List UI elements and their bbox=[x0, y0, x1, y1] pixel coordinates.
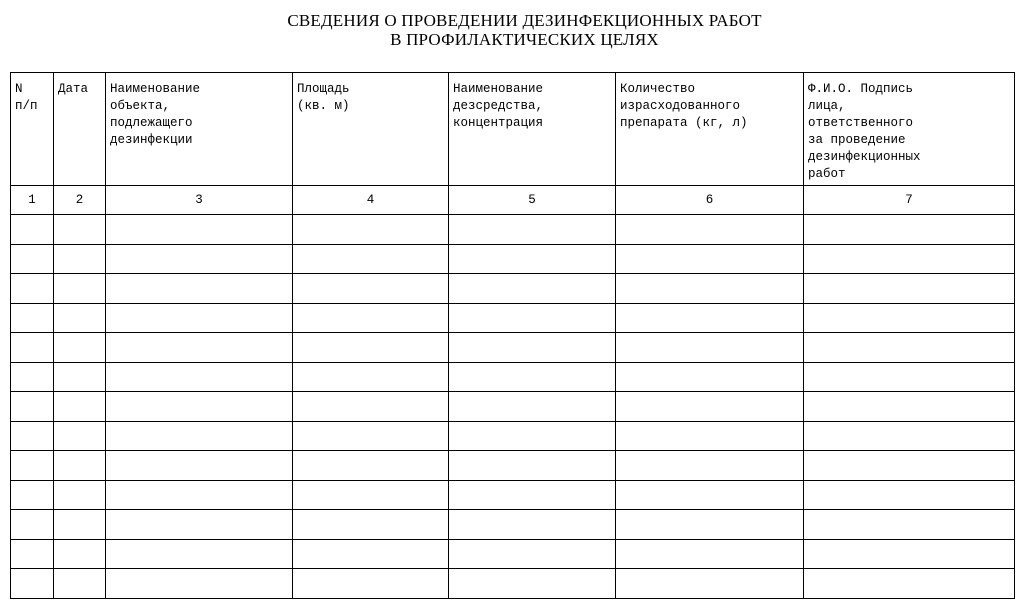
empty-cell bbox=[106, 274, 293, 304]
empty-cell bbox=[616, 362, 804, 392]
empty-cell bbox=[11, 480, 54, 510]
empty-cell bbox=[54, 510, 106, 540]
empty-cell bbox=[54, 421, 106, 451]
empty-table-row bbox=[11, 333, 1015, 363]
empty-cell bbox=[106, 510, 293, 540]
empty-cell bbox=[804, 333, 1015, 363]
column-number: 6 bbox=[616, 186, 804, 215]
column-number-row bbox=[11, 186, 1015, 215]
header-cell-date: Дата bbox=[54, 73, 106, 186]
empty-cell bbox=[449, 421, 616, 451]
empty-cell bbox=[106, 244, 293, 274]
empty-cell bbox=[293, 333, 449, 363]
empty-cell bbox=[293, 480, 449, 510]
empty-cell bbox=[449, 392, 616, 422]
empty-cell bbox=[106, 215, 293, 245]
disinfection-log-table bbox=[10, 72, 1015, 599]
empty-cell bbox=[106, 362, 293, 392]
empty-cell bbox=[616, 392, 804, 422]
empty-cell bbox=[449, 510, 616, 540]
empty-cell bbox=[804, 569, 1015, 599]
empty-table-row bbox=[11, 510, 1015, 540]
empty-cell bbox=[804, 510, 1015, 540]
empty-cell bbox=[804, 362, 1015, 392]
empty-cell bbox=[293, 274, 449, 304]
title-line-2: В ПРОФИЛАКТИЧЕСКИХ ЦЕЛЯХ bbox=[390, 30, 659, 49]
empty-cell bbox=[11, 215, 54, 245]
empty-table-row bbox=[11, 480, 1015, 510]
empty-table-row bbox=[11, 244, 1015, 274]
empty-table-row bbox=[11, 303, 1015, 333]
header-cell-disinfectant: Наименование дезсредства, концентрация bbox=[449, 73, 616, 186]
empty-cell bbox=[616, 215, 804, 245]
empty-cell bbox=[804, 215, 1015, 245]
empty-cell bbox=[449, 480, 616, 510]
empty-cell bbox=[293, 510, 449, 540]
empty-cell bbox=[293, 215, 449, 245]
empty-cell bbox=[449, 362, 616, 392]
document-title bbox=[0, 11, 1029, 49]
empty-cell bbox=[616, 274, 804, 304]
empty-cell bbox=[449, 274, 616, 304]
empty-cell bbox=[293, 569, 449, 599]
column-number: 5 bbox=[449, 186, 616, 215]
empty-cell bbox=[616, 510, 804, 540]
empty-cell bbox=[804, 303, 1015, 333]
empty-cell bbox=[616, 480, 804, 510]
empty-cell bbox=[449, 303, 616, 333]
empty-cell bbox=[11, 244, 54, 274]
empty-table-row bbox=[11, 421, 1015, 451]
empty-cell bbox=[106, 569, 293, 599]
header-cell-responsible: Ф.И.О. Подпись лица, ответственного за проведение дезинфекционных работ bbox=[804, 73, 1015, 186]
column-number: 7 bbox=[804, 186, 1015, 215]
empty-cell bbox=[616, 539, 804, 569]
empty-cell bbox=[54, 451, 106, 481]
empty-cell bbox=[804, 421, 1015, 451]
empty-cell bbox=[11, 569, 54, 599]
empty-cell bbox=[54, 539, 106, 569]
empty-cell bbox=[449, 333, 616, 363]
empty-cell bbox=[106, 333, 293, 363]
empty-cell bbox=[54, 392, 106, 422]
empty-cell bbox=[616, 421, 804, 451]
column-number: 1 bbox=[11, 186, 54, 215]
empty-cell bbox=[804, 244, 1015, 274]
empty-table-row bbox=[11, 274, 1015, 304]
empty-cell bbox=[449, 539, 616, 569]
empty-cell bbox=[106, 392, 293, 422]
empty-cell bbox=[293, 362, 449, 392]
empty-cell bbox=[54, 215, 106, 245]
empty-cell bbox=[106, 480, 293, 510]
empty-cell bbox=[54, 303, 106, 333]
empty-cell bbox=[11, 539, 54, 569]
empty-cell bbox=[616, 569, 804, 599]
empty-cell bbox=[54, 569, 106, 599]
empty-cell bbox=[106, 451, 293, 481]
header-cell-quantity: Количество израсходованного препарата (кг, л) bbox=[616, 73, 804, 186]
empty-cell bbox=[804, 274, 1015, 304]
empty-cell bbox=[293, 421, 449, 451]
empty-table-row bbox=[11, 569, 1015, 599]
empty-table-row bbox=[11, 215, 1015, 245]
header-cell-object: Наименование объекта, подлежащего дезинфекции bbox=[106, 73, 293, 186]
empty-cell bbox=[293, 303, 449, 333]
empty-cell bbox=[293, 539, 449, 569]
empty-cell bbox=[54, 480, 106, 510]
column-number: 3 bbox=[106, 186, 293, 215]
empty-cell bbox=[449, 244, 616, 274]
empty-cell bbox=[11, 421, 54, 451]
empty-cell bbox=[804, 451, 1015, 481]
empty-cell bbox=[293, 451, 449, 481]
empty-cell bbox=[54, 362, 106, 392]
empty-cell bbox=[11, 362, 54, 392]
empty-table-row bbox=[11, 451, 1015, 481]
empty-cell bbox=[106, 539, 293, 569]
empty-cell bbox=[293, 244, 449, 274]
title-line-1: СВЕДЕНИЯ О ПРОВЕДЕНИИ ДЕЗИНФЕКЦИОННЫХ РАБОТ bbox=[287, 11, 762, 30]
table-header-row bbox=[11, 73, 1015, 186]
empty-cell bbox=[54, 244, 106, 274]
empty-cell bbox=[804, 539, 1015, 569]
empty-cell bbox=[616, 451, 804, 481]
column-number: 2 bbox=[54, 186, 106, 215]
empty-cell bbox=[616, 244, 804, 274]
empty-cell bbox=[449, 569, 616, 599]
empty-cell bbox=[106, 421, 293, 451]
empty-cell bbox=[11, 274, 54, 304]
empty-cell bbox=[11, 333, 54, 363]
empty-table-row bbox=[11, 539, 1015, 569]
empty-table-row bbox=[11, 362, 1015, 392]
empty-cell bbox=[11, 451, 54, 481]
empty-cell bbox=[293, 392, 449, 422]
empty-table-row bbox=[11, 392, 1015, 422]
header-cell-number: N п/п bbox=[11, 73, 54, 186]
empty-cell bbox=[616, 303, 804, 333]
empty-cell bbox=[11, 510, 54, 540]
empty-cell bbox=[106, 303, 293, 333]
empty-cell bbox=[11, 392, 54, 422]
empty-cell bbox=[54, 333, 106, 363]
empty-cell bbox=[804, 480, 1015, 510]
empty-cell bbox=[11, 303, 54, 333]
empty-cell bbox=[54, 274, 106, 304]
empty-cell bbox=[449, 215, 616, 245]
header-cell-area: Площадь (кв. м) bbox=[293, 73, 449, 186]
empty-cell bbox=[616, 333, 804, 363]
empty-cell bbox=[804, 392, 1015, 422]
column-number: 4 bbox=[293, 186, 449, 215]
empty-cell bbox=[449, 451, 616, 481]
